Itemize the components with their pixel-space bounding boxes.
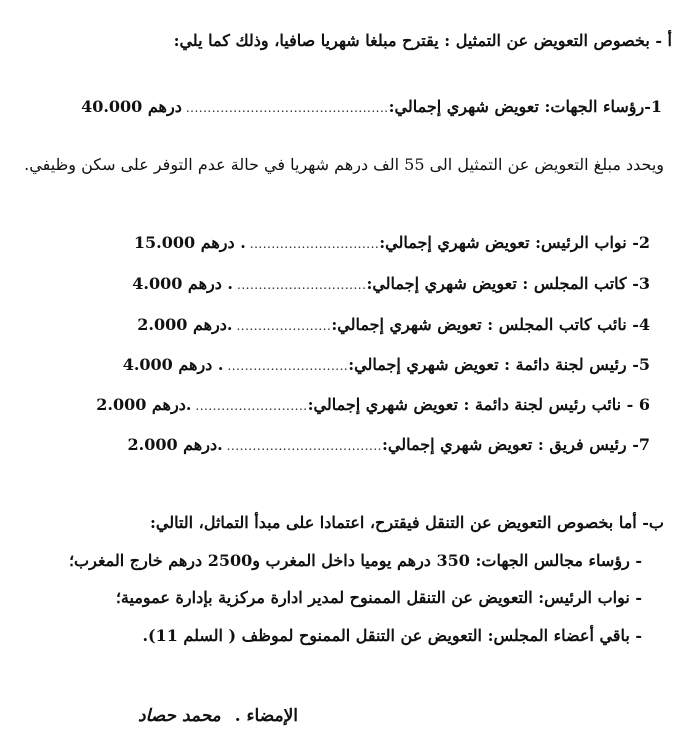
allowance-row-3	[132, 273, 650, 296]
allowance-amount: 2.000 درهم.	[137, 315, 233, 334]
allowance-row-2	[134, 232, 650, 255]
travel-bullet-2: - نواب الرئيس: التعويض عن التنقل الممنوح لمدير ادارة مركزية بإدارة عمومية؛	[115, 588, 642, 607]
allowance-label: 1-رؤساء الجهات: تعويض شهري إجمالي:	[388, 97, 662, 116]
leader-dots: ..............................	[249, 237, 380, 251]
allowance-amount: 4.000 درهم .	[132, 274, 233, 293]
leader-dots: ....................................	[226, 439, 382, 453]
leader-dots: ......................	[236, 319, 332, 333]
allowance-row-4	[137, 314, 650, 337]
allowance-label: 2- نواب الرئيس: تعويض شهري إجمالي:	[379, 233, 650, 252]
allowance-label: 6 - نائب رئيس لجنة دائمة : تعويض شهري إجمالي:	[307, 395, 650, 414]
allowance-label: 5- رئيس لجنة دائمة : تعويض شهري إجمالي:	[348, 355, 650, 374]
signature-block	[138, 705, 298, 727]
allowance-amount: 4.000 درهم .	[122, 355, 224, 374]
allowance-amount: 15.000 درهم .	[133, 233, 246, 252]
travel-bullet-1: - رؤساء مجالس الجهات: 350 درهم يوميا داخل المغرب و2500 درهم خارج المغرب؛	[68, 551, 642, 570]
allowance-label: 3- كاتب المجلس : تعويض شهري إجمالي:	[366, 274, 650, 293]
leader-dots: ............................	[227, 359, 349, 373]
signature-name: محمد حصاد	[138, 706, 221, 726]
leader-dots: ...............................................	[185, 101, 389, 115]
allowance-label: 7- رئيس فريق : تعويض شهري إجمالي:	[382, 435, 650, 454]
leader-dots: ..............................	[237, 278, 367, 292]
allowance-amount: 2.000 درهم.	[96, 395, 192, 414]
allowance-amount: 40.000 درهم	[81, 97, 182, 116]
allowance-amount: 2.000 درهم.	[127, 435, 223, 454]
allowance-row-6	[96, 394, 650, 417]
leader-dots: ..........................	[195, 399, 308, 413]
allowance-row-1	[81, 96, 662, 119]
travel-bullet-3: - باقي أعضاء المجلس: التعويض عن التنقل الممنوح لموظف ( السلم 11).	[142, 626, 642, 645]
section-a-header: أ - بخصوص التعويض عن التمثيل : يقترح مبلغا شهريا صافيا، وذلك كما يلي:	[173, 31, 672, 50]
allowance-row-7	[127, 434, 650, 457]
allowance-label: 4- نائب كاتب المجلس : تعويض شهري إجمالي:	[331, 315, 650, 334]
housing-note: ويحدد مبلغ التعويض عن التمثيل الى 55 الف درهم شهريا في حالة عدم التوفر على سكن وظيفي.	[24, 155, 664, 174]
signature-label: الإمضاء .	[234, 706, 298, 726]
section-b-header: ب- أما بخصوص التعويض عن التنقل فيقترح، اعتمادا على مبدأ التماثل، التالي:	[149, 513, 664, 532]
allowance-row-5	[123, 354, 650, 377]
